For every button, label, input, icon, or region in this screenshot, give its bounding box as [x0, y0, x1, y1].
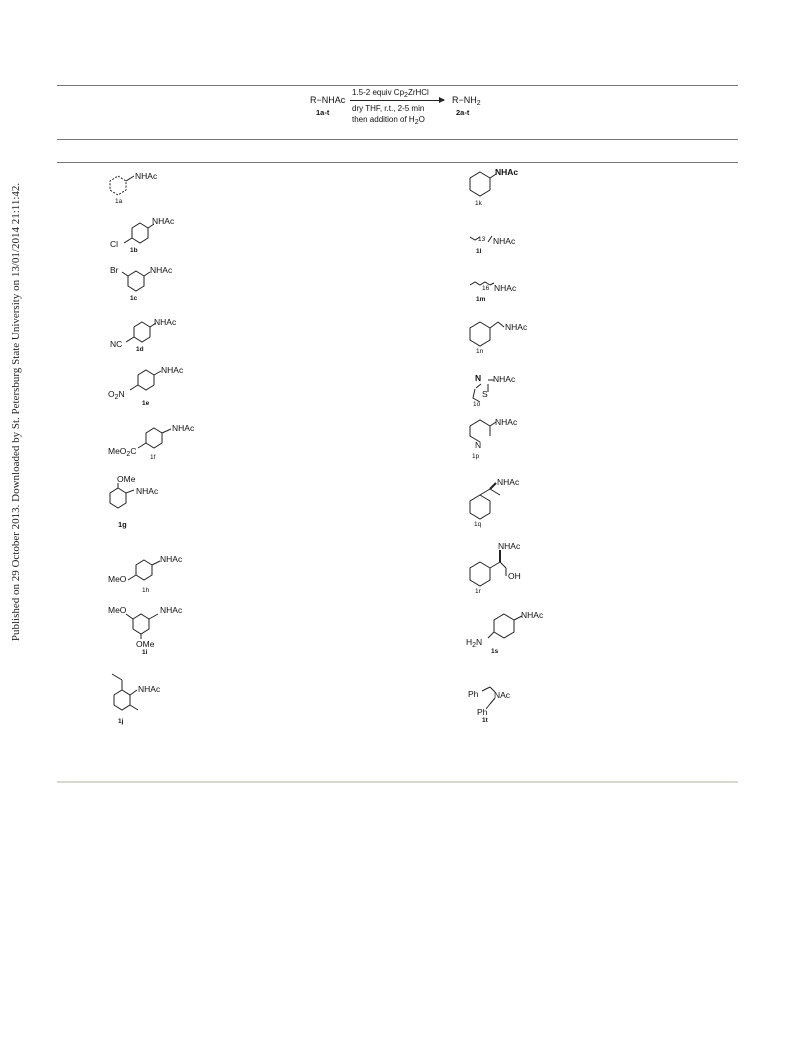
- substituent-ome-1: MeO: [108, 605, 127, 615]
- substituent-co2me: MeO$_2$C: [108, 446, 137, 458]
- substituent-cl: Cl: [110, 239, 119, 249]
- reagent-line-3: then addition of H2O: [352, 115, 425, 126]
- publication-sidebar-note: Published on 29 October 2013. Downloaded by St. Petersburg State University on 13/01/2014 21:11:42.: [10, 182, 22, 642]
- substituent-nc: NC: [110, 339, 123, 349]
- table-body-rule: [57, 162, 738, 163]
- nhac-label: NHAc: [494, 283, 517, 293]
- nhac-label: NHAc: [172, 423, 195, 433]
- table-top-rule: [57, 85, 738, 86]
- nhac-label: NHAc: [160, 554, 183, 564]
- compound-label: 1d: [136, 346, 144, 353]
- reactant-label: 1a-t: [316, 108, 330, 117]
- compound-label: 1g: [118, 520, 127, 529]
- reagent-line-1: 1.5-2 equiv Cp2ZrHCl: [352, 88, 429, 99]
- compound-label: 1m: [476, 296, 486, 303]
- nhac-label: NHAc: [135, 171, 158, 181]
- table-bottom-rule: [57, 781, 738, 783]
- nhac-label: NHAc: [505, 322, 528, 332]
- product-formula: $R-NH_2$: [452, 95, 481, 107]
- nhac-label: NHAc: [136, 486, 159, 496]
- compound-label: 1p: [472, 453, 480, 460]
- compound-label: 1j: [118, 718, 124, 725]
- nhac-label: NHAc: [521, 610, 544, 620]
- substituent-br: Br: [110, 265, 119, 275]
- compound-label: 1h: [142, 587, 150, 594]
- reagent-line-2: dry THF, r.t., 2-5 min: [352, 104, 425, 113]
- nhac-label: NHAc: [154, 317, 177, 327]
- nhac-label: NHAc: [138, 684, 161, 694]
- nhac-label: NHAc: [161, 365, 184, 375]
- nhac-label: NHAc: [497, 477, 520, 487]
- nhac-label: NHAc: [493, 236, 516, 246]
- reaction-arrow: [350, 100, 444, 101]
- substituent-ome-2: OMe: [136, 639, 155, 649]
- substituent-ome: OMe: [117, 474, 136, 484]
- nhac-label: NHAc: [495, 417, 518, 427]
- nhac-label: NHAc: [493, 374, 516, 384]
- nhac-label: NHAc: [160, 605, 183, 615]
- pyridine-n: N: [475, 440, 482, 450]
- compound-label: 1i: [142, 649, 148, 656]
- chain-length: 16: [482, 285, 490, 292]
- hydroxyl-label: OH: [508, 571, 521, 581]
- product-label: 2a-t: [456, 108, 470, 117]
- reactant-formula: R−NHAc: [310, 95, 346, 105]
- phenyl-2: Ph: [477, 707, 488, 717]
- nhac-label: NHAc: [498, 541, 521, 551]
- compound-label: 1o: [473, 401, 481, 408]
- nhac-label: NHAc: [495, 167, 519, 177]
- substituent-nh2: $H_2N$: [466, 637, 483, 649]
- compound-label: 1l: [476, 248, 482, 255]
- compound-label: 1e: [142, 400, 150, 407]
- nhac-label: NHAc: [152, 216, 175, 226]
- substituent-ome: MeO: [108, 574, 127, 584]
- nhac-label: NHAc: [150, 265, 173, 275]
- compound-label: 1r: [475, 588, 481, 595]
- table-header-rule: [57, 139, 738, 140]
- compound-label: 1f: [150, 454, 156, 461]
- compound-label: 1k: [475, 200, 482, 207]
- substituent-no2: $O_2N$: [108, 389, 125, 401]
- compound-label: 1n: [476, 348, 484, 355]
- compound-label: 1q: [474, 521, 482, 528]
- phenyl-1: Ph: [468, 689, 479, 699]
- chain-length: 13: [478, 236, 486, 243]
- compound-label: 1t: [482, 717, 488, 724]
- thiazole-n: N: [475, 373, 482, 383]
- compound-label: 1c: [130, 295, 138, 302]
- nac-label: NAc: [494, 690, 511, 700]
- compound-label: 1a: [115, 198, 123, 205]
- compound-label: 1b: [130, 247, 138, 254]
- compound-label: 1s: [491, 648, 499, 655]
- thiazole-s: S: [482, 389, 488, 399]
